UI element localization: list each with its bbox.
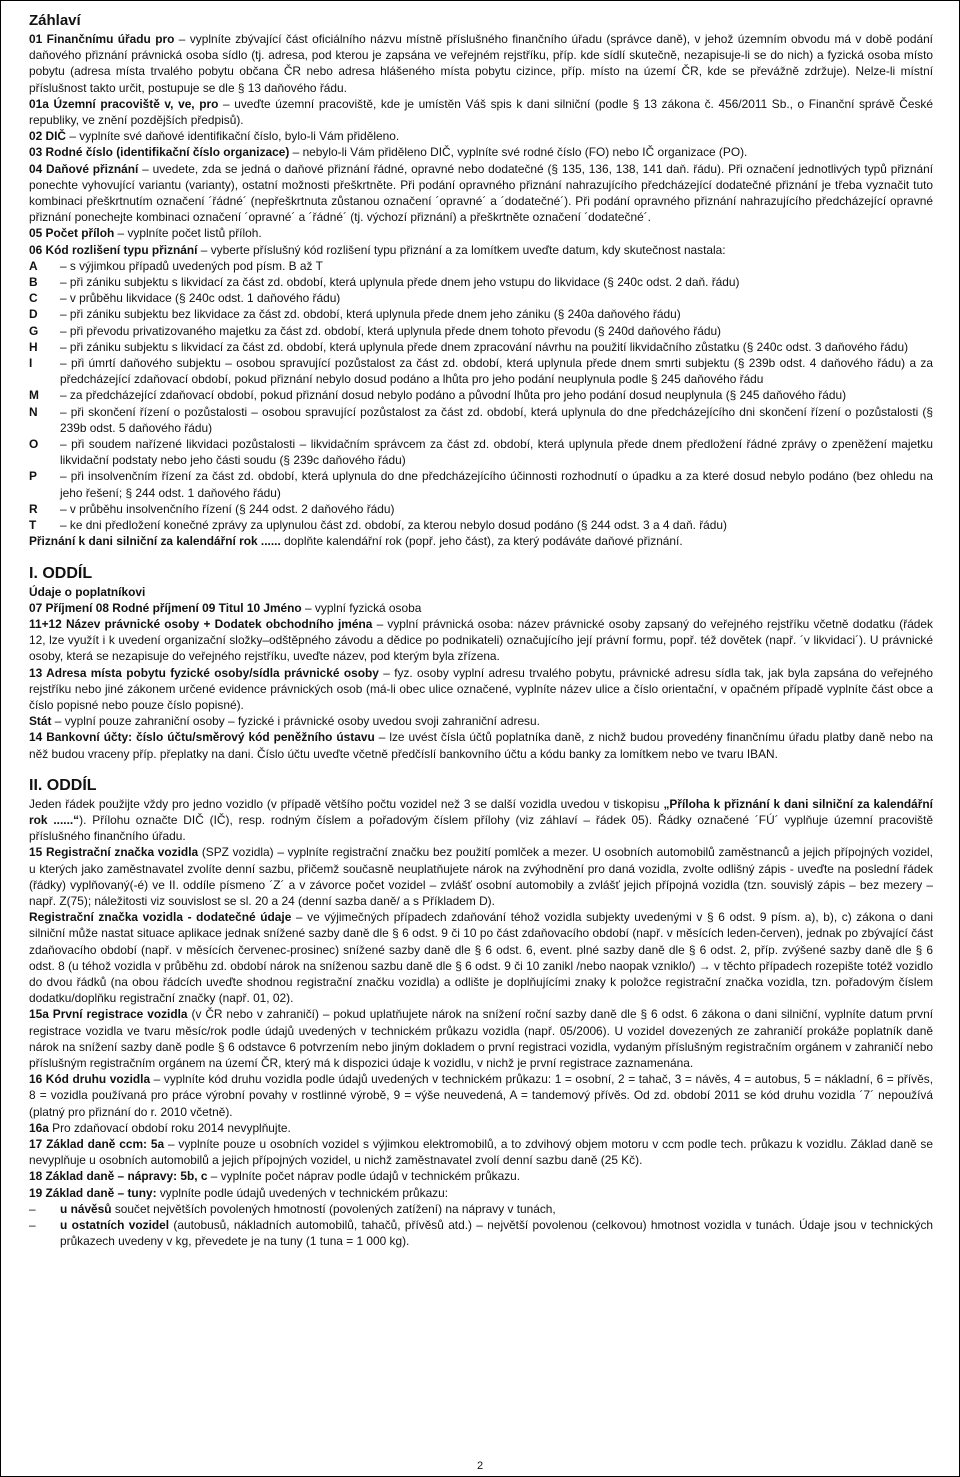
dash-marker: –: [29, 1218, 36, 1233]
label-11: 11+12 Název právnické osoby + Dodatek obchodního jména: [29, 616, 373, 631]
code-item: [29, 355, 933, 387]
page-number: 2: [476, 1460, 484, 1472]
text-14: – lze uvést čísla účtů poplatníka daně, z nichž budou provedény finančnímu úřadu platby daně nebo na něž budou vraceny příp. přeplatky na dani. Číslo účtu uveďte včetně předčíslí bankovního účtu a kódu banky za lomítkem nebo ve tvaru IBAN.: [29, 730, 934, 761]
list-item: [29, 1201, 933, 1217]
subtitle-oddil-1: Údaje o poplatníkovi: [29, 584, 146, 599]
list-item-label: u návěsů: [60, 1201, 112, 1216]
label-19: 19 Základ daně – tuny:: [29, 1185, 157, 1200]
document-content: [29, 12, 933, 1249]
text-01a: – uveďte územní pracoviště, kde je umístěn Váš spis k dani silniční (podle § 13 zákona č. 456/2011 Sb., o Finanční správě České republiky, ve znění pozdějších předpisů).: [29, 96, 933, 128]
label-01a: 01a Územní pracoviště v, ve, pro: [29, 96, 219, 111]
code-key: O: [29, 437, 39, 452]
code-key: T: [29, 518, 37, 533]
paragraph-15a: [29, 1006, 933, 1071]
text-04: – uvedete, zda se jedná o daňové přiznání řádné, opravné nebo dodatečné (§ 135, 136, 138, 141 daň. řádu). Při označení jednotlivých typů přiznání ponechte vyhovující variantu (varianty), ostatní možnosti přeškrtněte. Při podání opravného přiznání nahrazujícího předcházející dodatečné přiznání je třeba vyznačit tuto kombinaci přeškrtnutím označení ´řádné´ (nepřeškrtnuta zůstanou označení ´opravné´ a ´dodatečné´). Při podání opravného přiznání nahrazujícího předcházející opravné přiznání ponechejte kombinaci označení ´opravné´ a ´řádné´ (tj. výchozí přiznání) a přeškrtněte označení ´dodatečné´.: [29, 161, 934, 225]
text-18: – vyplníte počet náprav podle údajů v technickém průkazu.: [207, 1169, 521, 1184]
list-item-text: [60, 1217, 933, 1249]
code-desc: – v průběhu likvidace (§ 240c odst. 1 daňového řádu): [60, 291, 341, 306]
text-06: – vyberte příslušný kód rozlišení typu přiznání a za lomítkem uveďte datum, kdy skutečnost nastala:: [197, 242, 726, 257]
code-item: [29, 339, 933, 355]
intro-attachment-title: „Příloha k přiznání k dani silniční za kalendářní rok ......“: [29, 796, 933, 827]
section-title-oddil-2: II. ODDÍL: [29, 776, 97, 794]
code-item: [29, 468, 933, 500]
paragraph-15: [29, 844, 933, 909]
paragraph-04: [29, 161, 933, 226]
text-16a: Pro zdaňovací období roku 2014 nevyplňujte.: [48, 1120, 291, 1135]
code-key: R: [29, 501, 38, 516]
code-key: G: [29, 323, 39, 338]
paragraph-19: [29, 1185, 933, 1201]
label-05: 05 Počet příloh: [29, 226, 115, 241]
paragraph-17: [29, 1136, 933, 1168]
section-title-zahlavi: Záhlaví: [29, 12, 81, 29]
text-05: – vyplníte počet listů příloh.: [114, 226, 262, 241]
text-16: – vyplníte kód druhu vozidla podle údajů uvedených v technickém průkazu: 1 = osobní, 2 = tahač, 3 = návěs, 4 = autobus, 5 = nákladní, 6 = přívěs, 8 = vozidla používaná pro práce výrobní povahy v rostlinné výrobě, 9 = výše neuvedená, A = tandemový přívěs. Od zd. období 2011 se kód druhu vozidla ´7´ nepoužívá (platný pro přiznání do r. 2010 včetně).: [29, 1072, 933, 1119]
paragraph-01a: [29, 96, 933, 128]
code-item: [29, 387, 933, 403]
label-15: 15 Registrační značka vozidla: [29, 845, 199, 860]
paragraph-01: [29, 31, 933, 96]
label-16: 16 Kód druhu vozidla: [29, 1072, 151, 1087]
code-item: [29, 258, 933, 274]
paragraph-07: [29, 600, 933, 616]
text-13: – fyz. osoby vyplní adresu trvalého pobytu, právnické adresu sídla tak, jak byla zapsána do veřejného rejstříku nebo jiné zákonem určené evidence právnických osob (má-li obec ulice označené, vyplníte název ulice a číslo orientační, v opačném případě vyplníte část obce a číslo popisné nebo pouze číslo popisné).: [29, 665, 934, 712]
paragraph-03: [29, 144, 933, 160]
code-desc: – při zániku subjektu s likvidací za část zd. období, která uplynula přede dnem jeho vstupu do likvidace (§ 240c odst. 2 daň. řádu): [60, 275, 740, 290]
code-desc: – za předcházející zdaňovací období, pokud přiznání dosud nebylo podáno a původní lhůta pro jeho podání dosud neuplynula (§ 245 daňového řádu): [60, 388, 847, 403]
text-rz-dodatek: – ve výjimečných případech zdaňování téhož vozidla subjekty uvedenými v § 6 odst. 9 písm. a), b), c) zákona o dani silniční může nastat situace aplikace jednak snížené sazby daně dle § 6 odst. 9 či 10 po část zdaňovacího období (např. v měsících leden-červen), jednak po zbývající část zdaňovacího období (např. v měsících červenec-prosinec) snížené sazby daně dle § 6 odst. 6, event. plné sazby daně dle § 6 odst. 2, příp. zvýšené sazby daně dle § 6 odst. 8 (u téhož vozidla v průběhu zd. období nárok na sníženou sazbu daně dle § 6 odst. 9 či 10 zanikl /nebo naopak vzniklo/) → v těchto případech rozepište totéž vozidlo do dvou řádků (na obou řádcích uveďte shodnou registrační značku vozidla) a odlište je doplňujícími znaky k položce registrační značka vozidla, tzn. pořadovým číslem dodatku/doplňku registrační značky (např. 01, 02).: [29, 910, 933, 1006]
code-desc: – ke dni předložení konečné zprávy za uplynulou část zd. období, za kterou nebylo dosud podáno (§ 244 odst. 3 a 4 daň. řádu): [60, 518, 727, 533]
code-item: [29, 274, 933, 290]
code-desc: – v průběhu insolvenčního řízení (§ 244 odst. 2 daňového řádu): [60, 501, 395, 516]
text-11: – vyplní právnická osoba: název právnické osoby zapsaný do veřejného rejstříku včetně dodatku (řádek 12, lze využít i k uvedení organizační složky–odštěpného závodu a dědice po podnikateli) označujícího její právní formu, popř. též dovětek (např. ´v likvidaci´). U právnické osoby, která se nezapisuje do veřejného rejstříku, uveďte název, pod kterým byla zřízena.: [29, 616, 933, 664]
text-15: (SPZ vozidla) – vyplníte registrační značku bez použití pomlček a mezer. U osobních automobilů zaměstnanců a jejich přípojných vozidel, u kterých jako zaměstnavatel zvolíte denní sazbu, přičemž současně neuplatňujete nárok na zvýhodnění pro daná vozidla, zvolte odlišný zápis - uveďte na poslední řádek (řádky) vyplňovaný(-é) ve II. oddíle písmeno ´Z´ a v závorce počet vozidel – zvlášť osobní automobily a zvlášť jejich přípojná vozidla (tzn. souvislý zápis – bez mezery – např. Z(75); náležitosti viz souvislost se sl. 20 a 24 (denní sazba daně/ a s Příkladem D).: [29, 845, 933, 908]
code-item: [29, 323, 933, 339]
code-item: [29, 306, 933, 322]
code-key: H: [29, 339, 38, 354]
text-15a: (v ČR nebo v zahraničí) – pokud uplatňujete nárok na snížení roční sazby daně dle § 6 odst. 6 zákona o dani silniční, vyplníte datum první registrace vozidla ve tvaru měsíc/rok podle údajů uvedených v technickém průkazu vozidla (např. 05/2006). U vozidel dovezených ze zahraničí prokáže poplatník daně nárok na snížení sazby daně podle § 6 odstavce 6 potvrzením nebo jiným dokladem o první registraci vozidla, vydaným příslušným registračním orgánem v zahraničí nebo příslušným registračním orgánem na území ČR, který má k dispozici údaje k vozidlu, v nichž je první registrace zaznamenána.: [29, 1007, 934, 1070]
text-17: – vyplníte pouze u osobních vozidel s výjimkou elektromobilů, a to zdvihový objem motoru v ccm podle tech. průkazu k vozidlu. Základ daně se nevyplňuje u osobních automobilů a jejich přípojných vozidel, u nichž zaměstnavatel zvolí denní sazbu daně (25 Kč).: [29, 1137, 933, 1168]
text-01: – vyplníte zbývající část oficiálního názvu místně příslušného finančního úřadu (správce daně), v jehož územním obvodu má v době podání daňového přiznání právnická osoba sídlo (tj. adresa, pod kterou je zapsána ve veřejném rejstříku, příp. kde sídlí skutečně, nezapisuje-li se do nich) a fyzická osoba místo pobytu (adresa místa trvalého pobytu občana ČR nebo adresa hlášeného místa pobytu cizince, příp. místo na území ČR, kde se převážně zdržuje). Nelze-li místní příslušnost takto určit, postupuje se dle § 13 daňového řádu.: [29, 32, 933, 95]
paragraph-16a: [29, 1120, 933, 1136]
intro-text-a: Jeden řádek použijte vždy pro jedno vozidlo (v případě většího počtu vozidel než 3 se další vozidla uvedou v tiskopisu: [29, 796, 664, 811]
label-02: 02 DIČ: [29, 129, 67, 144]
paragraph-13: [29, 665, 933, 714]
code-key: M: [29, 388, 39, 403]
label-13: 13 Adresa místa pobytu fyzické osoby/sídla právnické osoby: [29, 665, 379, 680]
code-key: I: [29, 356, 33, 371]
text-stat: – vyplní pouze zahraniční osoby – fyzické i právnické osoby uvedou svoji zahraniční adresu.: [51, 714, 540, 729]
code-item: [29, 436, 933, 468]
paragraph-02: [29, 128, 933, 144]
label-04: 04 Daňové přiznání: [29, 161, 139, 176]
paragraph-14: [29, 729, 933, 761]
list-item-desc: (autobusů, nákladních automobilů, tahačů, přívěsů atd.) – největší povolenou (celkovou) hmotnost vozidla v tunách. Údaje jsou v technických průkazech uvedeny v kg, převedete je na tuny (1 tuna = 1 000 kg).: [60, 1218, 934, 1249]
code-key: D: [29, 307, 38, 322]
paragraph-11: [29, 616, 933, 665]
paragraph-16: [29, 1071, 933, 1120]
code-key: B: [29, 275, 38, 290]
code-desc: – při převodu privatizovaného majetku za část zd. období, která uplynula přede dnem tohoto převodu (§ 240d daňového řádu): [60, 323, 722, 338]
label-17: 17 Základ daně ccm: 5a: [29, 1137, 165, 1151]
text-19: vyplníte podle údajů uvedených v technickém průkazu:: [156, 1185, 449, 1200]
list-item-desc: součet největších povolených hmotností (povolených zatížení) na nápravy v tunách,: [111, 1201, 556, 1216]
paragraph-rz-dodatek: [29, 909, 933, 1006]
list-item-text: [60, 1201, 933, 1217]
section-title-oddil-1: I. ODDÍL: [29, 564, 93, 582]
text-03: – nebylo-li Vám přiděleno DIČ, vyplníte své rodné číslo (FO) nebo IČ organizace (PO).: [289, 145, 748, 160]
label-07: 07 Příjmení 08 Rodné příjmení 09 Titul 10 Jméno: [29, 600, 302, 615]
label-priznani-rok: Přiznání k dani silniční za kalendářní rok ......: [29, 534, 281, 549]
code-item: [29, 290, 933, 306]
label-18: 18 Základ daně – nápravy: 5b, c: [29, 1169, 208, 1184]
dash-marker: –: [29, 1201, 36, 1216]
label-stat: Stát: [29, 714, 52, 729]
label-01: 01 Finančnímu úřadu pro: [29, 32, 175, 46]
code-key: C: [29, 291, 38, 306]
code-item: [29, 404, 933, 436]
paragraph-oddil-2-intro: [29, 796, 933, 845]
label-rz-dodatek: Registrační značka vozidla - dodatečné údaje: [29, 910, 292, 925]
label-15a: 15a První registrace vozidla: [29, 1007, 188, 1022]
text-priznani-rok: doplňte kalendářní rok (popř. jeho část), za který podáváte daňové přiznání.: [280, 534, 683, 549]
list-item-label: u ostatních vozidel: [60, 1218, 170, 1233]
intro-text-c: ). Přílohu označte DIČ (IČ), resp. rodným číslem a pořadovým číslem přílohy (viz záhlaví – řádek 05). Řádky označené ´FÚ´ vyplňuje územní pracoviště příslušného finančního úřadu.: [29, 812, 934, 844]
paragraph-05: [29, 225, 933, 241]
code-key: N: [29, 404, 38, 419]
label-14: 14 Bankovní účty: číslo účtu/směrový kód peněžního ústavu: [29, 730, 375, 745]
paragraph-priznani-rok: [29, 533, 933, 549]
paragraph-06: [29, 242, 933, 258]
paragraph-stat: [29, 713, 933, 729]
label-16a: 16a: [29, 1120, 49, 1135]
code-item: [29, 517, 933, 533]
text-07: – vyplní fyzická osoba: [301, 600, 422, 615]
code-desc: – při úmrtí daňového subjektu – osobou spravující pozůstalost za část zd. období, která uplynula přede dnem smrti subjektu (§ 239b odst. 4 daňového řádu) a za předcházející zdaňovací období, pokud přiznání nebylo dosud podáno a lhůta pro jeho podání neuplynula podle § 245 daňového řádu: [60, 356, 933, 387]
list-item: [29, 1217, 933, 1249]
code-list: [29, 258, 933, 533]
code-item: [29, 501, 933, 517]
code-desc: – s výjimkou případů uvedených pod písm. B až T: [60, 258, 323, 273]
label-06: 06 Kód rozlišení typu přiznání: [29, 242, 198, 257]
code-desc: – při soudem nařízené likvidaci pozůstalosti – likvidačním správcem za část zd. období, která uplynula přede dnem předložení řádné zprávy o zpeněžení majetku likvidační podstaty nebo jeho části soudu (§ 239c daňového řádu): [60, 437, 933, 468]
code-key: P: [29, 469, 37, 484]
code-desc: – při zániku subjektu s likvidací za část zd. období, která uplynula přede dnem zpracování návrhu na použití likvidačního zůstatku (§ 240c odst. 3 daňového řádu): [60, 339, 909, 354]
code-desc: – při zániku subjektu bez likvidace za část zd. období, která uplynula přede dnem jeho zániku (§ 240a daňového řádu): [60, 307, 681, 322]
label-03: 03 Rodné číslo (identifikační číslo organizace): [29, 145, 290, 160]
code-key: A: [29, 258, 38, 273]
code-desc: – při insolvenčním řízení za část zd. období, která uplynula do dne předcházejícího účinnosti rozhodnutí o úpadku a za které dosud nebylo podáno (bez ohledu na jeho řešení; § 244 odst. 1 daňového řádu): [60, 469, 933, 500]
text-02: – vyplníte své daňové identifikační číslo, bylo-li Vám přiděleno.: [66, 129, 400, 144]
code-desc: – při skončení řízení o pozůstalosti – osobou spravující pozůstalost za část zd. období, která uplynula do dne předcházejícího dni skončení řízení o pozůstalosti (§ 239b odst. 5 daňového řádu): [60, 404, 933, 435]
paragraph-18: [29, 1168, 933, 1184]
